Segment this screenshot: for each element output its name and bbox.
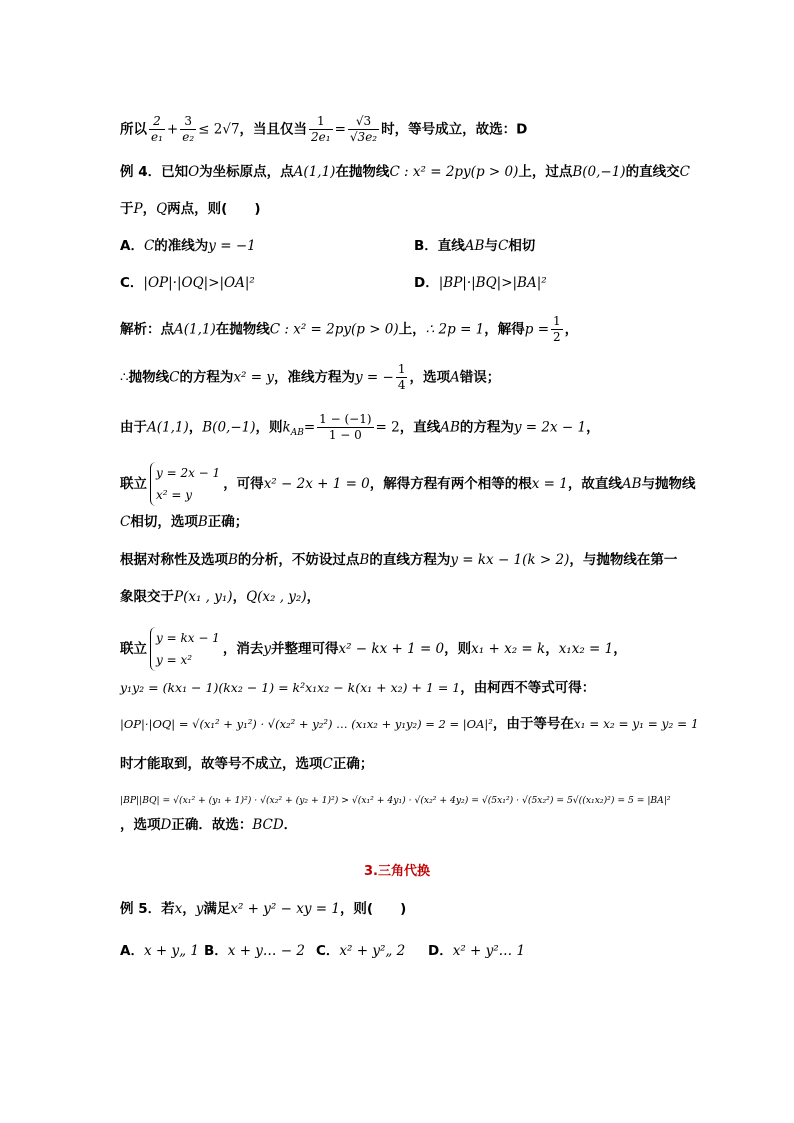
math: A(1,1) xyxy=(174,321,216,338)
math: C xyxy=(143,238,155,254)
math: C : x² = 2py(p > 0) xyxy=(389,164,519,180)
option-label: A． xyxy=(120,943,144,959)
text: 满足 xyxy=(203,901,231,917)
math: C xyxy=(169,369,180,386)
text: ，消去 xyxy=(222,641,264,657)
text: ， xyxy=(613,641,627,657)
numerator: √3 xyxy=(348,114,379,130)
text: 与 xyxy=(484,238,498,254)
math: |OP|·|OQ|>|OA|² xyxy=(143,275,255,291)
math: C : x² = 2py(p > 0) xyxy=(269,321,399,338)
text: ， xyxy=(188,419,203,436)
solution-line-12 xyxy=(120,789,671,811)
numerator: 1 xyxy=(553,314,561,328)
text: 为坐标原点，点 xyxy=(199,164,294,180)
text: 的方程为 xyxy=(459,419,514,436)
equation: y = x² xyxy=(156,653,193,667)
text: 例 4．已知 xyxy=(120,164,189,180)
denominator: e₂ xyxy=(182,130,195,144)
text: 正确； xyxy=(207,514,249,530)
solution-line-8 xyxy=(120,627,627,671)
text: 相切，选项 xyxy=(130,514,198,530)
option-c xyxy=(120,273,255,293)
fraction xyxy=(149,114,165,145)
text: 象限交于 xyxy=(120,589,174,605)
option-b xyxy=(414,236,535,256)
option-a xyxy=(120,236,256,256)
option-d xyxy=(414,273,547,293)
math: x² + y² − xy = 1 xyxy=(230,901,340,917)
equation: y = 2x − 1 xyxy=(156,466,221,480)
math: B xyxy=(228,552,238,568)
text: 的直线方程为 xyxy=(369,552,451,568)
math: x xyxy=(174,901,183,917)
math: B xyxy=(197,514,208,530)
denominator: e₁ xyxy=(151,130,163,144)
math: ∴ 2p = 1 xyxy=(425,321,485,338)
option-label: C． xyxy=(120,275,144,291)
text: 所以 xyxy=(120,121,147,138)
solution-line-2 xyxy=(120,362,500,393)
equation-system xyxy=(150,462,220,506)
math: y = 2x − 1 xyxy=(513,419,587,436)
text: 与抛物线 xyxy=(641,476,696,492)
text: 的分析，不妨设过点 xyxy=(237,552,360,568)
text: ，则 xyxy=(444,641,472,657)
text: ， xyxy=(586,419,600,436)
math: y = − xyxy=(354,369,394,386)
math: Q(x₂ , y₂) xyxy=(246,589,307,605)
text: 由于 xyxy=(120,419,147,436)
text: ，由柯西不等式可得： xyxy=(460,680,596,696)
text: 错误； xyxy=(459,369,501,386)
math: x + y„ 1 xyxy=(143,943,199,959)
example-5-option-d xyxy=(428,941,525,961)
math: = xyxy=(334,121,346,138)
text: 相切 xyxy=(508,238,536,254)
fraction xyxy=(180,114,196,145)
math: x² + y²… 1 xyxy=(452,943,526,959)
text: ，则( ) xyxy=(339,901,407,917)
math: B(0,−1) xyxy=(572,164,626,180)
solution-line-1 xyxy=(120,314,578,345)
math: x² + y²„ 2 xyxy=(339,943,406,959)
math: x = 1 xyxy=(531,476,568,492)
math: A(1,1) xyxy=(147,419,189,436)
numerator: 3 xyxy=(180,114,196,130)
math: k xyxy=(282,419,291,436)
text: 两点，则( ) xyxy=(167,201,261,217)
fraction xyxy=(348,114,379,145)
equation: x² = y xyxy=(156,488,193,502)
option-label: B．直线 xyxy=(414,238,465,254)
text: ，与抛物线在第一 xyxy=(569,552,678,568)
math: x₁x₂ = 1 xyxy=(558,641,614,657)
text: 并整理可得 xyxy=(270,641,339,657)
math: ∴ xyxy=(120,369,129,386)
plus: + xyxy=(166,121,179,138)
text: ，选项 xyxy=(409,369,450,386)
line-conclusion-prev xyxy=(120,114,527,145)
math: P xyxy=(133,201,143,217)
solution-line-10 xyxy=(120,714,699,734)
text: 在抛物线 xyxy=(215,321,270,338)
numerator: 1 − (−1) xyxy=(319,412,372,426)
text: ，由于等号在 xyxy=(492,716,574,732)
text: ，当且仅当 xyxy=(239,121,308,138)
text: ，则 xyxy=(255,419,283,436)
math: C xyxy=(322,756,333,772)
solution-line-7 xyxy=(120,587,320,607)
math: = 2 xyxy=(375,419,400,436)
text: ， xyxy=(306,589,321,605)
example-4-stem xyxy=(120,162,690,182)
math: y = kx − 1(k > 2) xyxy=(450,552,570,568)
text: ， xyxy=(142,201,157,217)
math: AB xyxy=(464,238,485,254)
math: x₁ + x₂ = k xyxy=(471,641,546,657)
solution-line-6 xyxy=(120,550,677,570)
section-heading: 3.三角代换 xyxy=(364,864,430,879)
text: ，准线方程为 xyxy=(273,369,355,386)
text: 的直线交 xyxy=(625,164,680,180)
text: ． xyxy=(283,817,298,833)
text: 正确； xyxy=(332,756,374,772)
text: 的准线为 xyxy=(154,238,209,254)
text: ，故直线 xyxy=(567,476,622,492)
text: 于 xyxy=(120,201,134,217)
option-label: C． xyxy=(316,943,340,959)
denominator: 4 xyxy=(397,378,406,392)
example-5-stem xyxy=(120,899,406,919)
text: 根据对称性及选项 xyxy=(120,552,228,568)
equation-system xyxy=(150,627,220,671)
text: 上，过点 xyxy=(518,164,573,180)
denominator: 2e₁ xyxy=(311,130,331,144)
text: 解析：点 xyxy=(120,321,174,338)
text: ， xyxy=(545,641,559,657)
solution-line-9 xyxy=(120,678,595,698)
text: ，可得 xyxy=(223,476,264,492)
numerator: 1 xyxy=(309,114,333,130)
math: A xyxy=(449,369,460,386)
example-5-option-b xyxy=(204,941,305,961)
option-label: A． xyxy=(120,238,144,254)
math: y xyxy=(263,641,271,657)
math: x + y… − 2 xyxy=(227,943,305,959)
text: 在抛物线 xyxy=(335,164,390,180)
example-5-option-c xyxy=(316,941,405,961)
text: ， xyxy=(232,589,247,605)
example-4-stem-cont xyxy=(120,199,261,219)
math: A(1,1) xyxy=(293,164,336,180)
subscript: AB xyxy=(290,428,304,439)
text: ，直线 xyxy=(399,419,441,436)
numerator: 2 xyxy=(149,114,165,130)
fraction xyxy=(309,114,333,145)
math: O xyxy=(188,164,200,180)
math: |BP|·|BQ|>|BA|² xyxy=(438,275,547,291)
solution-line-13 xyxy=(120,815,297,835)
math: x² = y xyxy=(233,369,274,386)
text: ， xyxy=(564,321,579,338)
text: 的方程为 xyxy=(179,369,234,386)
solution-line-3 xyxy=(120,412,600,443)
text: ，选项 xyxy=(120,817,161,833)
option-label: D． xyxy=(414,275,439,291)
math: |BP||BQ| = √(x₁² + (y₁ + 1)²) · √(x₂² + (y₂ + 1)²) > √(x₁² + 4y₁) · √(x₂² + 4y₂) = √(5x₁²) · √(5x₂²) = 5√((x₁x₂)²) = 5 = |BA|² xyxy=(120,795,671,806)
text: ，解得方程有两个相等的根 xyxy=(369,476,532,492)
math: C xyxy=(497,238,509,254)
math: = xyxy=(303,419,316,436)
math: P(x₁ , y₁) xyxy=(174,589,233,605)
math: AB xyxy=(440,419,460,436)
text: 上， xyxy=(398,321,426,338)
text: ， xyxy=(182,901,196,917)
text: 时才能取到，故等号不成立，选项 xyxy=(120,756,323,772)
math: C xyxy=(120,514,131,530)
math: x² − kx + 1 = 0 xyxy=(338,641,445,657)
math: x₁ = x₂ = y₁ = y₂ = 1 xyxy=(573,717,699,731)
math: y₁y₂ = (kx₁ − 1)(kx₂ − 1) = k²x₁x₂ − k(x₁ + x₂) + 1 = 1 xyxy=(120,680,461,695)
text: ，解得 xyxy=(484,321,525,338)
numerator: 1 xyxy=(397,362,406,376)
option-label: B． xyxy=(204,943,228,959)
solution-line-5 xyxy=(120,512,248,532)
math: C xyxy=(679,164,690,180)
fraction xyxy=(551,314,563,345)
math: D xyxy=(160,817,172,833)
denominator: 1 − 0 xyxy=(328,428,362,442)
math: Q xyxy=(156,201,168,217)
math: p = xyxy=(524,321,550,338)
math: BCD xyxy=(252,817,284,833)
math: ≤ 2√7 xyxy=(198,121,240,138)
denominator: 2 xyxy=(553,330,561,344)
math: AB xyxy=(621,476,642,492)
fraction xyxy=(317,412,373,443)
math: x² − 2x + 1 = 0 xyxy=(263,476,370,492)
example-5-option-a xyxy=(120,941,199,961)
text: 时，等号成立，故选：D xyxy=(381,121,528,138)
text: 正确．故选： xyxy=(171,817,253,833)
solution-line-11 xyxy=(120,754,373,774)
math: y = −1 xyxy=(208,238,256,254)
fraction xyxy=(396,362,408,393)
text: 联立 xyxy=(120,641,147,657)
math: y xyxy=(195,901,204,917)
solution-line-4 xyxy=(120,462,696,506)
math: B xyxy=(359,552,370,568)
math: |OP|·|OQ| = √(x₁² + y₁²) · √(x₂² + y₂²) … (x₁x₂ + y₁y₂) = 2 = |OA|² xyxy=(120,717,493,731)
option-label: D． xyxy=(428,943,453,959)
equation: y = kx − 1 xyxy=(156,631,220,645)
text: 例 5．若 xyxy=(120,901,175,917)
math: B(0,−1) xyxy=(202,419,256,436)
text: 抛物线 xyxy=(128,369,170,386)
text: 联立 xyxy=(120,476,147,492)
denominator: √3e₂ xyxy=(349,130,378,144)
